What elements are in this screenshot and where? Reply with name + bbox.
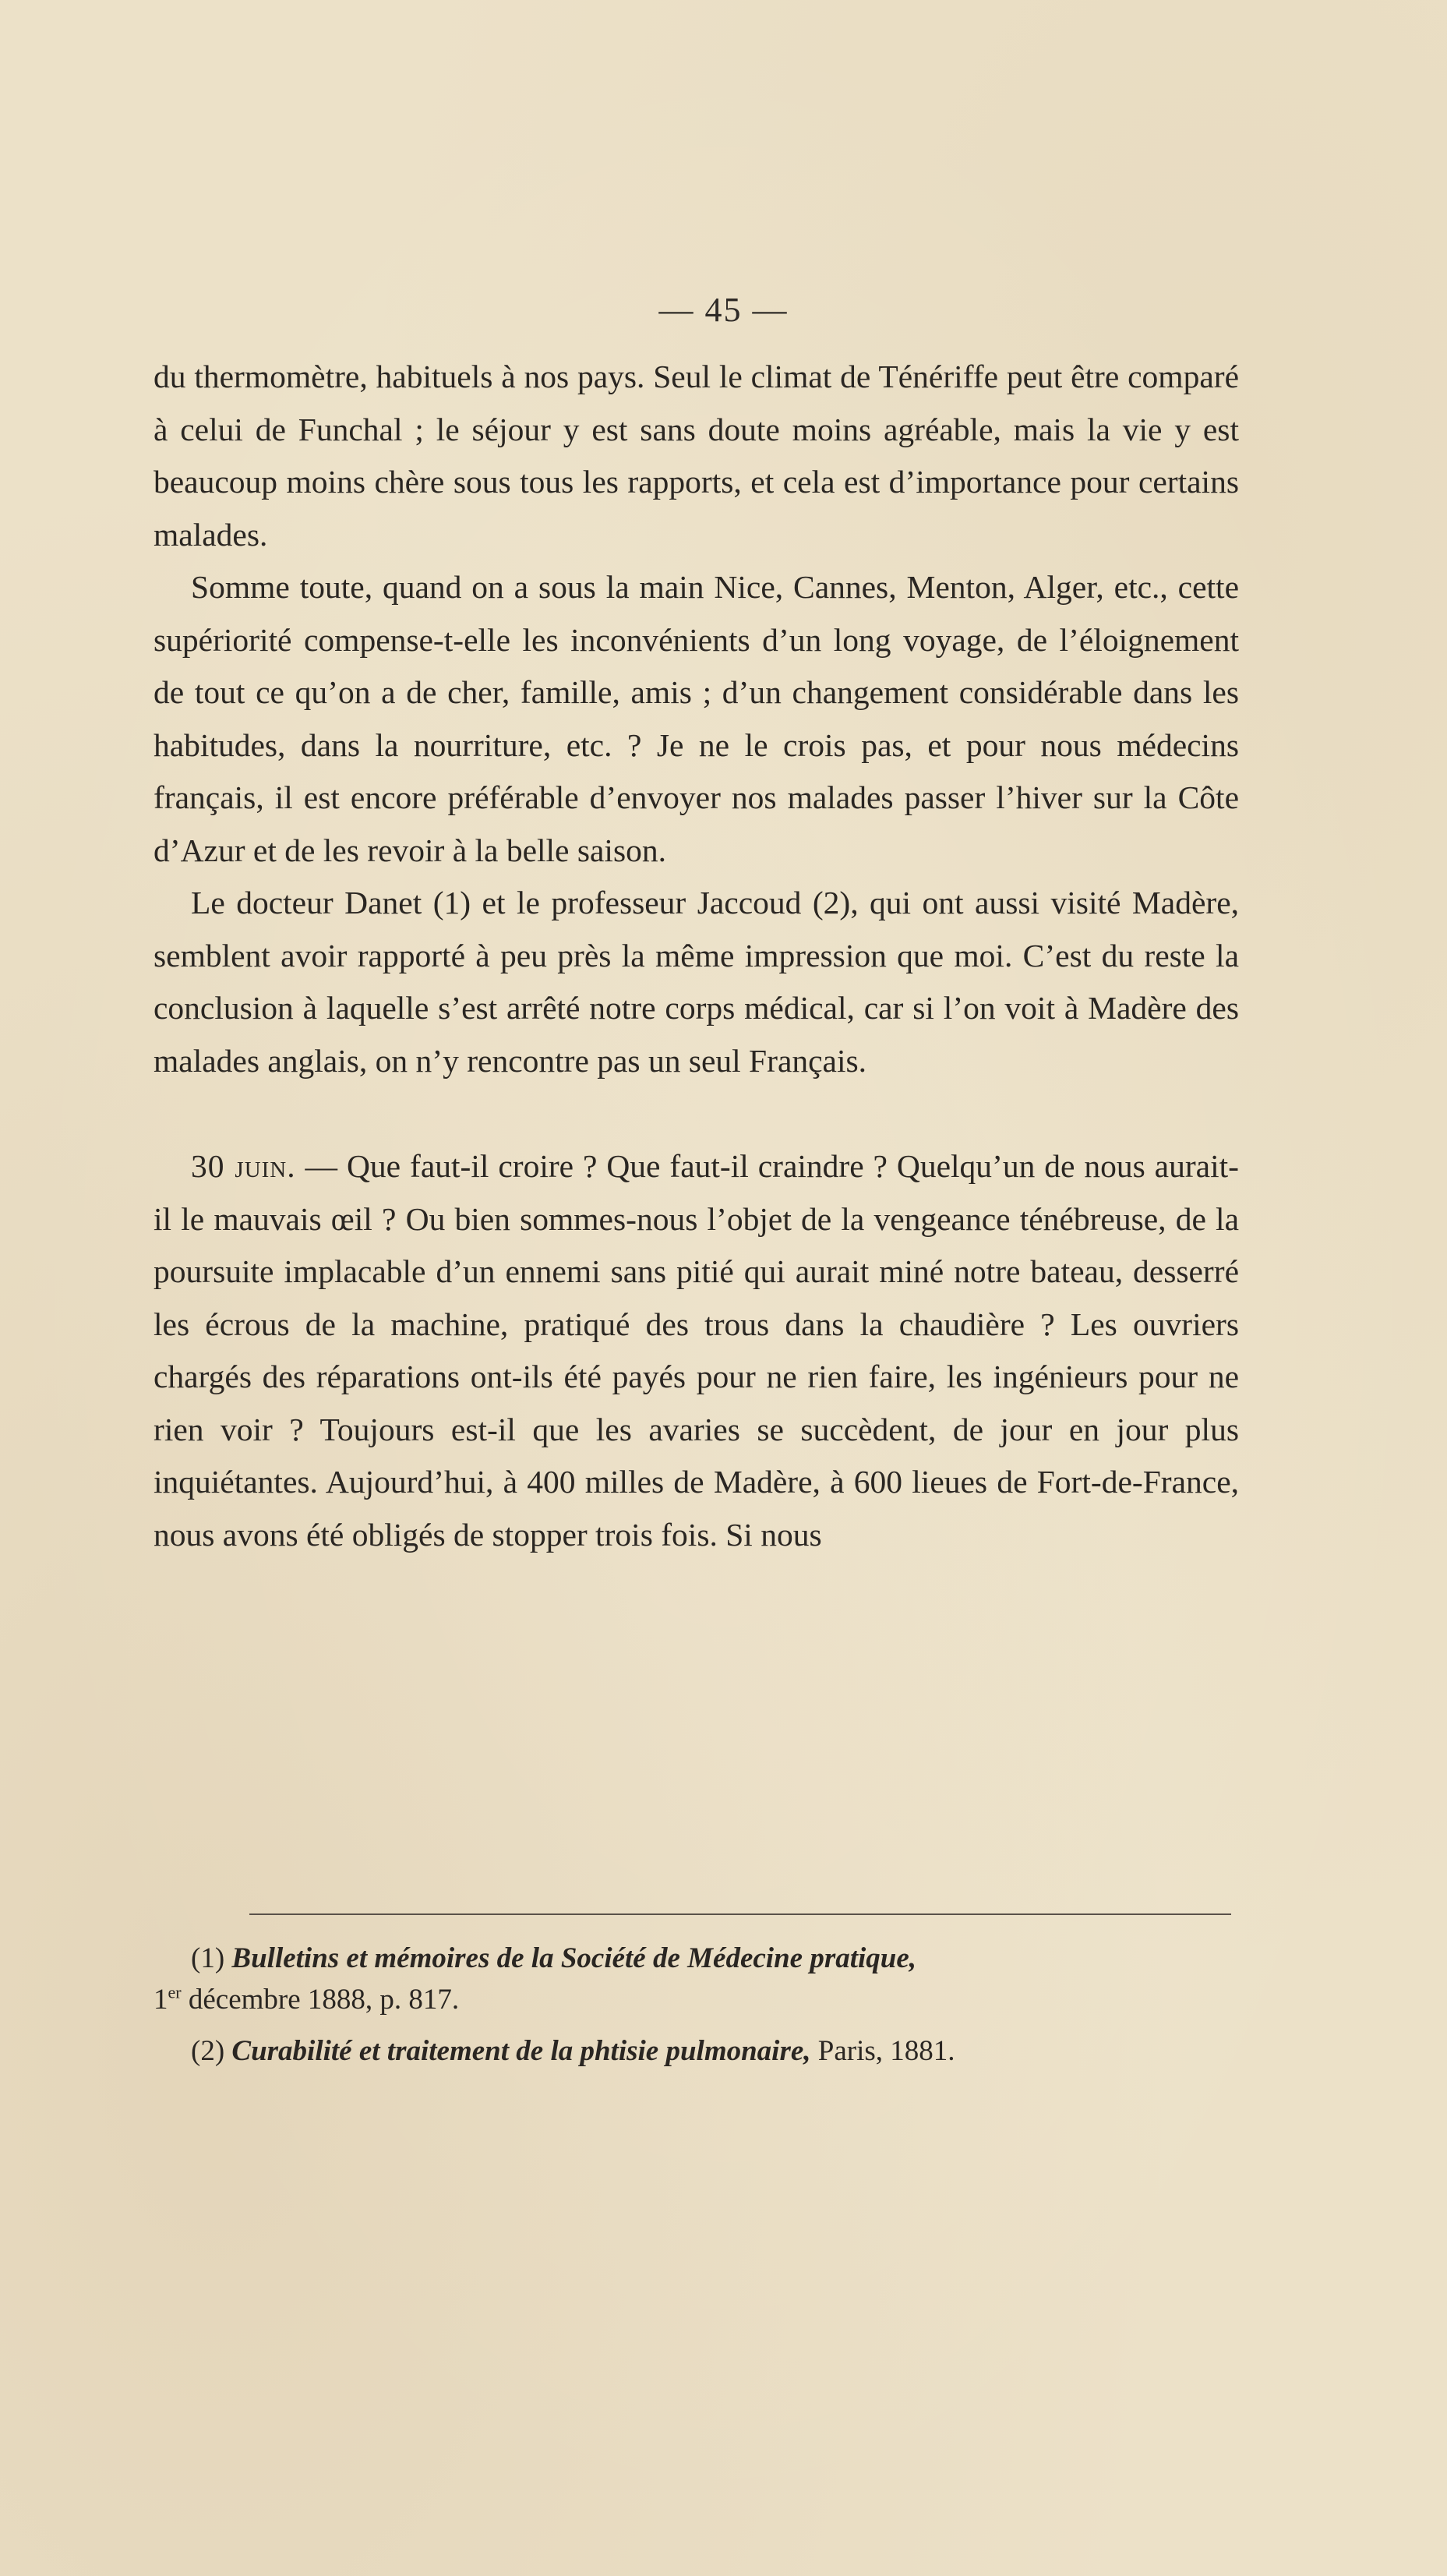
paragraph-30-juin: [154, 1140, 1239, 1561]
main-text: [154, 351, 1239, 1561]
footnote-divider: [249, 1913, 1231, 1915]
footnote-1-title: Bulletins et mémoires de la Société de Médecine pratique,: [231, 1942, 917, 1974]
footnote-2-title: Curabilité et traitement de la phtisie pulmonaire,: [231, 2035, 811, 2067]
paragraph-somme-toute: Somme toute, quand on a sous la main Nice, Cannes, Menton, Alger, etc., cette supériorité compense-t-elle les inconvénients d’un long voyage, de l’éloignement de tout ce qu’on a de cher, famille, amis ; d’un changement considérable dans les habitudes, dans la nourriture, etc. ? Je ne le crois pas, et pour nous médecins français, il est encore préférable d’envoyer nos malades passer l’hiver sur la Côte d’Azur et de les revoir à la belle saison.: [154, 569, 1239, 868]
footnote-1-sup: er: [168, 1982, 182, 2002]
paragraph-danet-jaccoud: Le docteur Danet (1) et le professeur Jaccoud (2), qui ont aussi visité Madère, semblent avoir rapporté à peu près la même impression que moi. C’est du reste la conclusion à laquelle s’est arrêté notre corps médical, car si l’on voit à Madère des malades anglais, on n’y rencontre pas un seul Français.: [154, 885, 1239, 1079]
footnote-1-number: (1): [191, 1942, 225, 1974]
paragraph-continuation: du thermomètre, habituels à nos pays. Seul le climat de Ténériffe peut être comparé à celui de Funchal ; le séjour y est sans doute moins agréable, mais la vie y est beaucoup moins chère sous tous les rapports, et cela est d’importance pour certains malades.: [154, 359, 1239, 553]
footnote-1-ord: 1: [154, 1984, 168, 2016]
footnote-2: [154, 2030, 1239, 2072]
paragraph-30-juin-body: — Que faut-il croire ? Que faut-il craindre ? Quelqu’un de nous aurait-il le mauvais œil ? Ou bien sommes-nous l’objet de la vengeance ténébreuse, de la poursuite implacable d’un ennemi sans pitié qui aurait miné notre bateau, desserré les écrous de la machine, pratiqué des trous dans la chaudière ? Les ouvriers chargés des réparations ont-ils été payés pour ne rien faire, les ingénieurs pour ne rien voir ? Toujours est-il que les avaries se succèdent, de jour en jour plus inquiétantes. Aujourd’hui, à 400 milles de Madère, à 600 lieues de Fort-de-France, nous avons été obligés de stopper trois fois. Si nous: [154, 1148, 1239, 1553]
footnote-1: [154, 1938, 1239, 2020]
footnote-2-rest: Paris, 1881.: [810, 2035, 955, 2067]
page-number: — 45 —: [658, 291, 789, 329]
footnotes: [154, 1938, 1239, 2082]
footnote-2-number: (2): [191, 2035, 225, 2067]
footnote-1-rest: décembre 1888, p. 817.: [181, 1984, 460, 2016]
date-heading: 30 juin.: [191, 1148, 296, 1184]
